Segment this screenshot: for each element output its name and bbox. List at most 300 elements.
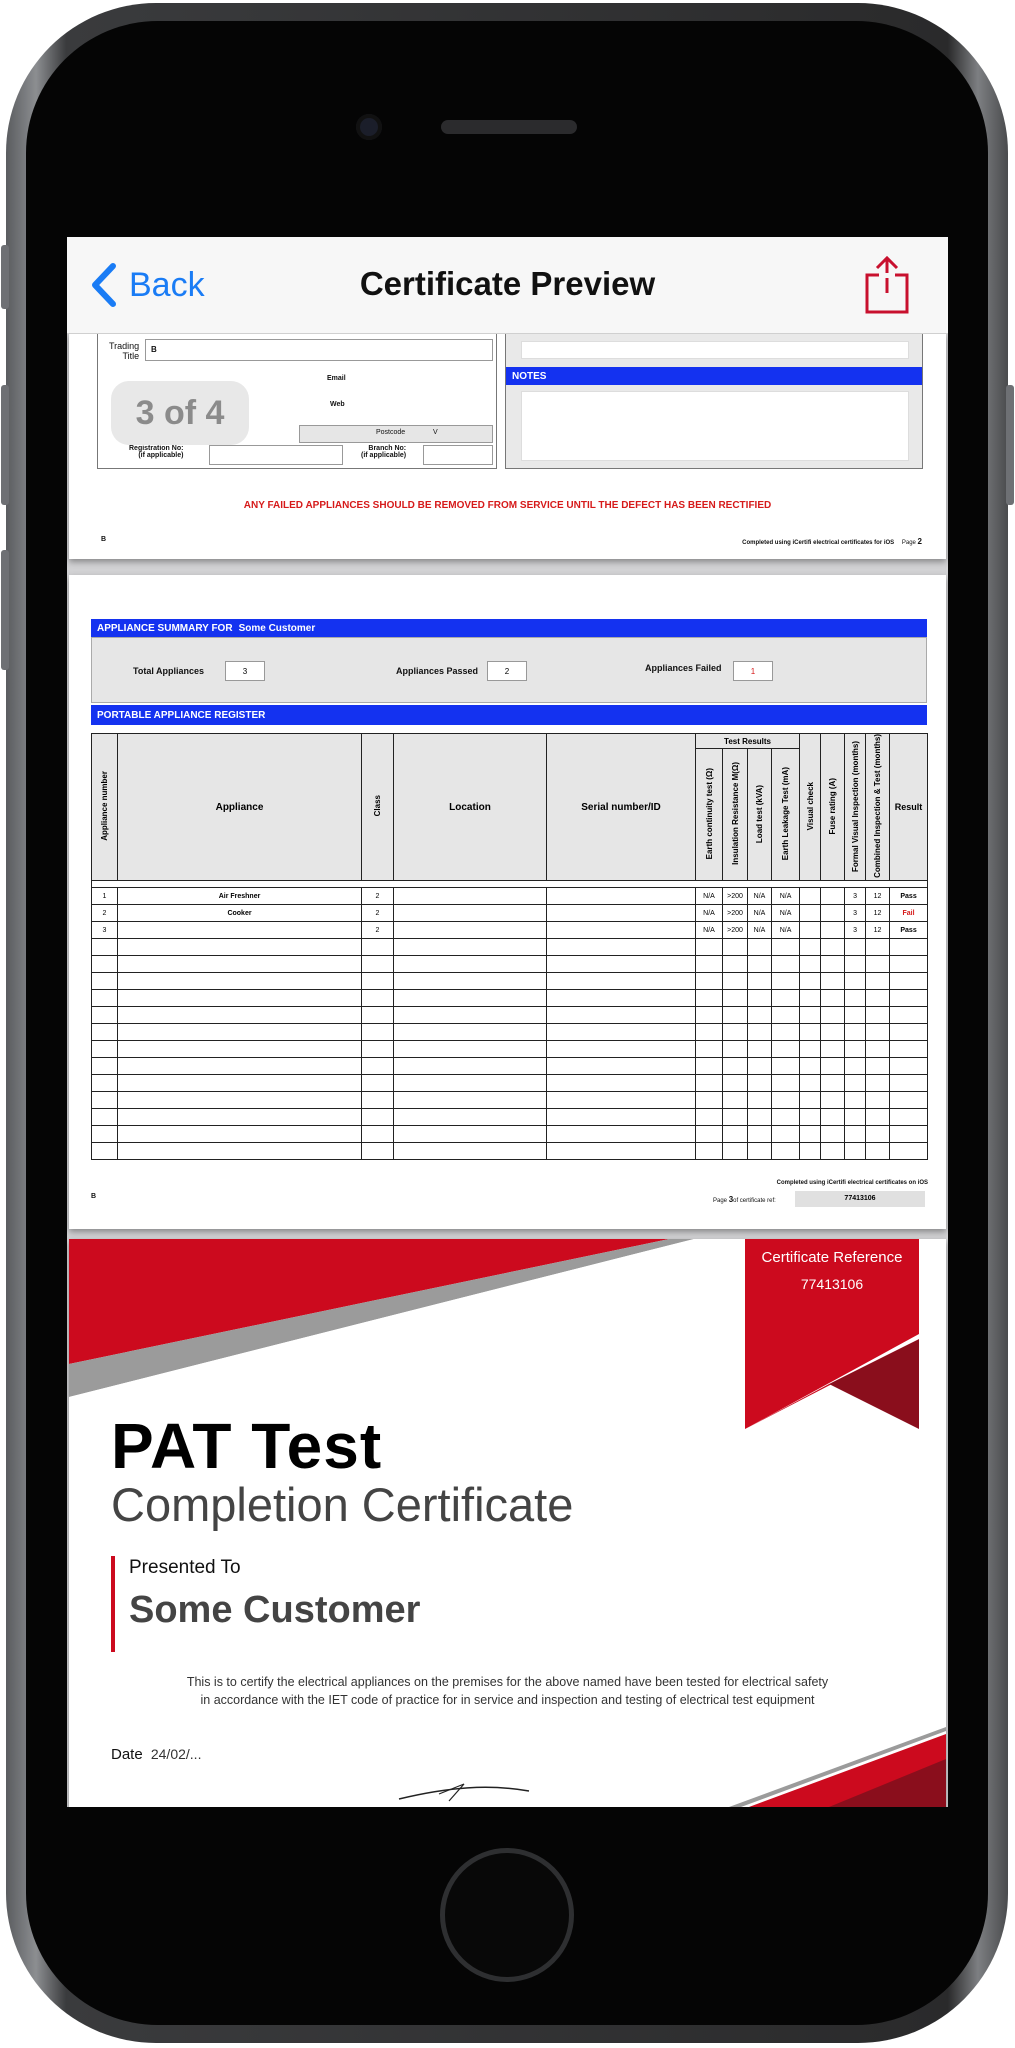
cell-location <box>394 1075 547 1092</box>
web-label: Web <box>330 401 345 408</box>
col-result: Result <box>890 734 928 881</box>
cell-fuse <box>821 1109 845 1126</box>
registration-field <box>209 445 343 465</box>
cell-formal <box>845 1143 866 1160</box>
cell-combined <box>866 1041 890 1058</box>
cell-leakage <box>772 1024 800 1041</box>
cell-earth <box>696 1092 723 1109</box>
cell-fuse <box>821 1092 845 1109</box>
page2-completed-note: Completed using iCertifi electrical certificates for iOS <box>742 540 895 546</box>
cell-earth <box>696 939 723 956</box>
col-serial: Serial number/ID <box>547 734 696 881</box>
cell-result <box>890 1075 928 1092</box>
table-row <box>92 905 928 922</box>
certificate-reference-value: 77413106 <box>800 1276 864 1292</box>
cell-insulation <box>723 1058 748 1075</box>
cell-serial <box>547 1126 696 1143</box>
cell-earth: N/A <box>696 922 723 939</box>
cell-class: 2 <box>362 888 394 905</box>
home-button[interactable] <box>440 1848 574 1982</box>
cell-result <box>890 1007 928 1024</box>
cell-num: 2 <box>92 905 118 922</box>
page3-completed-note: Completed using iCertifi electrical certificates on iOS <box>776 1180 928 1186</box>
cell-class <box>362 1109 394 1126</box>
cell-visual <box>800 1075 821 1092</box>
date-label: Date <box>111 1746 143 1763</box>
cell-leakage: N/A <box>772 922 800 939</box>
cell-result <box>890 956 928 973</box>
table-row <box>92 1007 928 1024</box>
cell-serial <box>547 905 696 922</box>
cell-visual <box>800 905 821 922</box>
cell-leakage <box>772 1041 800 1058</box>
cell-load <box>748 939 772 956</box>
cell-leakage <box>772 939 800 956</box>
cell-fuse <box>821 939 845 956</box>
page2-page-number: 2 <box>917 537 922 546</box>
col-load: Load test (kVA) <box>755 784 764 843</box>
page3-footer-left: B <box>91 1193 97 1200</box>
cell-result <box>890 1058 928 1075</box>
cell-num <box>92 956 118 973</box>
cell-visual <box>800 922 821 939</box>
cell-earth <box>696 1143 723 1160</box>
cell-num: 1 <box>92 888 118 905</box>
cell-class <box>362 973 394 990</box>
cell-load <box>748 1058 772 1075</box>
trading-title-value: B <box>151 345 157 354</box>
cell-earth: N/A <box>696 905 723 922</box>
cell-combined <box>866 1109 890 1126</box>
cell-load <box>748 1109 772 1126</box>
cell-visual <box>800 1126 821 1143</box>
cell-visual <box>800 1109 821 1126</box>
cell-load <box>748 1075 772 1092</box>
cell-earth: N/A <box>696 888 723 905</box>
cell-formal <box>845 1041 866 1058</box>
cell-location <box>394 973 547 990</box>
cell-fuse <box>821 905 845 922</box>
cell-num <box>92 1007 118 1024</box>
cell-num <box>92 1075 118 1092</box>
cell-appliance <box>118 973 362 990</box>
cell-earth <box>696 1024 723 1041</box>
cell-appliance <box>118 922 362 939</box>
cell-class <box>362 1007 394 1024</box>
cell-combined <box>866 1126 890 1143</box>
cell-location <box>394 1092 547 1109</box>
cell-serial <box>547 973 696 990</box>
postcode-label: Postcode <box>376 429 406 436</box>
cell-appliance <box>118 1126 362 1143</box>
cell-visual <box>800 1024 821 1041</box>
col-visual: Visual check <box>805 781 815 831</box>
navigation-bar <box>67 237 948 334</box>
table-row <box>92 1058 928 1075</box>
cell-fuse <box>821 922 845 939</box>
cell-fuse <box>821 1143 845 1160</box>
cell-combined <box>866 990 890 1007</box>
cell-fuse <box>821 1058 845 1075</box>
cell-load <box>748 1143 772 1160</box>
cell-result <box>890 1109 928 1126</box>
cell-class <box>362 939 394 956</box>
page3-cert-ref-label: of certificate ref: <box>733 1198 776 1204</box>
date-value: 24/02/... <box>150 1746 202 1762</box>
cell-insulation <box>723 1007 748 1024</box>
cell-appliance <box>118 1058 362 1075</box>
cell-class <box>362 1024 394 1041</box>
cell-location <box>394 956 547 973</box>
col-insulation: Insulation Resistance M(Ω) <box>730 762 740 865</box>
power-button <box>1006 385 1014 505</box>
cell-leakage <box>772 956 800 973</box>
branch-label: Branch No: (if applicable) <box>361 445 407 459</box>
cell-class <box>362 1041 394 1058</box>
cell-result: Pass <box>890 922 928 939</box>
cell-earth <box>696 1126 723 1143</box>
notes-field <box>521 391 909 461</box>
certificate-page-4 <box>69 1239 946 1807</box>
front-camera <box>356 114 382 140</box>
cell-formal <box>845 1075 866 1092</box>
cell-combined: 12 <box>866 905 890 922</box>
earpiece-speaker <box>441 120 577 134</box>
cell-location <box>394 1007 547 1024</box>
cell-earth <box>696 1058 723 1075</box>
cell-leakage: N/A <box>772 905 800 922</box>
cell-formal: 3 <box>845 922 866 939</box>
cell-load <box>748 1041 772 1058</box>
statement-line-2: in accordance with the IET code of practice for in service and inspection and testing of electrical test equipment <box>200 1693 815 1707</box>
cell-class <box>362 1143 394 1160</box>
page-counter: 3 of 4 <box>111 381 249 445</box>
appliances-failed-value: 1 <box>733 661 773 681</box>
cell-formal <box>845 1126 866 1143</box>
cell-visual <box>800 1041 821 1058</box>
cell-leakage <box>772 1143 800 1160</box>
table-row <box>92 990 928 1007</box>
cell-result <box>890 1126 928 1143</box>
notes-header: NOTES <box>506 367 922 385</box>
col-class: Class <box>373 795 382 817</box>
table-row <box>92 1109 928 1126</box>
cell-formal <box>845 1109 866 1126</box>
cell-location <box>394 1058 547 1075</box>
cell-formal: 3 <box>845 888 866 905</box>
cell-combined: 12 <box>866 888 890 905</box>
total-appliances-label: Total Appliances <box>133 666 205 676</box>
cell-earth <box>696 956 723 973</box>
cell-class: 2 <box>362 922 394 939</box>
registration-label: Registration No: (if applicable) <box>129 445 184 459</box>
cell-visual <box>800 1007 821 1024</box>
cell-combined <box>866 1007 890 1024</box>
cell-class: 2 <box>362 905 394 922</box>
cell-leakage <box>772 973 800 990</box>
cell-result <box>890 1024 928 1041</box>
postcode-value: V <box>433 429 438 436</box>
share-icon[interactable] <box>864 255 910 315</box>
cell-appliance: Cooker <box>118 905 362 922</box>
cell-insulation <box>723 1143 748 1160</box>
cell-combined <box>866 1075 890 1092</box>
cell-earth <box>696 973 723 990</box>
page3-page-number: 3 <box>728 1195 734 1204</box>
cell-serial <box>547 1058 696 1075</box>
appliance-summary-header <box>91 619 927 637</box>
cell-earth <box>696 1109 723 1126</box>
cell-fuse <box>821 1007 845 1024</box>
appliances-passed-label: Appliances Passed <box>396 666 479 676</box>
cell-visual <box>800 939 821 956</box>
cell-location <box>394 1109 547 1126</box>
certificate-page-3 <box>69 575 946 1229</box>
cell-appliance <box>118 1007 362 1024</box>
cell-visual <box>800 973 821 990</box>
page2-page-label: Page <box>901 540 916 546</box>
cell-fuse <box>821 888 845 905</box>
col-location: Location <box>394 734 547 881</box>
presented-accent-line <box>111 1556 115 1652</box>
cell-class <box>362 956 394 973</box>
cell-num <box>92 1109 118 1126</box>
cell-result <box>890 1143 928 1160</box>
cell-leakage <box>772 1109 800 1126</box>
cell-formal <box>845 1058 866 1075</box>
cell-result <box>890 1092 928 1109</box>
cell-serial <box>547 956 696 973</box>
cell-num <box>92 1092 118 1109</box>
cell-insulation: >200 <box>723 922 748 939</box>
cell-insulation: >200 <box>723 888 748 905</box>
cell-insulation <box>723 1109 748 1126</box>
cell-load <box>748 1007 772 1024</box>
page-title: Certificate Preview <box>359 265 656 302</box>
cell-insulation <box>723 1024 748 1041</box>
cell-result <box>890 973 928 990</box>
cell-location <box>394 888 547 905</box>
cell-formal <box>845 939 866 956</box>
cell-appliance <box>118 1092 362 1109</box>
page2-footer-right <box>742 537 922 546</box>
date-row <box>111 1746 201 1763</box>
cell-appliance <box>118 956 362 973</box>
cell-appliance <box>118 939 362 956</box>
col-test-results: Test Results <box>696 734 800 749</box>
certificate-title: PAT Test <box>111 1410 383 1482</box>
cell-visual <box>800 888 821 905</box>
cell-serial <box>547 1075 696 1092</box>
cell-formal: 3 <box>845 905 866 922</box>
cell-location <box>394 1126 547 1143</box>
cell-formal <box>845 1092 866 1109</box>
cell-serial <box>547 990 696 1007</box>
appliance-register-table <box>91 733 928 1160</box>
cell-serial <box>547 1007 696 1024</box>
cell-load: N/A <box>748 922 772 939</box>
cell-serial <box>547 922 696 939</box>
presented-to-label: Presented To <box>129 1557 241 1578</box>
cell-earth <box>696 1041 723 1058</box>
cell-combined <box>866 939 890 956</box>
cell-formal <box>845 973 866 990</box>
cell-load: N/A <box>748 905 772 922</box>
cell-location <box>394 1024 547 1041</box>
cell-num <box>92 990 118 1007</box>
app-screen <box>67 237 948 1807</box>
cell-class <box>362 1058 394 1075</box>
table-row <box>92 973 928 990</box>
certificate-reference-label: Certificate Reference <box>761 1249 903 1266</box>
cell-leakage <box>772 1058 800 1075</box>
cell-visual <box>800 1092 821 1109</box>
col-fuse: Fuse rating (A) <box>828 777 838 835</box>
volume-down-button <box>1 550 9 670</box>
col-earth: Earth continuity test (Ω) <box>704 767 714 860</box>
cell-serial <box>547 939 696 956</box>
cell-class <box>362 1092 394 1109</box>
cell-insulation <box>723 939 748 956</box>
cell-insulation <box>723 1075 748 1092</box>
cell-appliance <box>118 990 362 1007</box>
col-formal: Formal Visual Inspection (months) <box>850 740 860 872</box>
cell-formal <box>845 1007 866 1024</box>
cell-formal <box>845 956 866 973</box>
page2-footer-left: B <box>101 536 107 543</box>
cell-appliance <box>118 1075 362 1092</box>
appliances-failed-label: Appliances Failed <box>645 663 722 673</box>
cell-num <box>92 1041 118 1058</box>
cell-num <box>92 939 118 956</box>
cell-load <box>748 1024 772 1041</box>
cell-visual <box>800 1143 821 1160</box>
cell-leakage <box>772 1075 800 1092</box>
cell-serial <box>547 1041 696 1058</box>
cell-location <box>394 939 547 956</box>
table-row <box>92 922 928 939</box>
cell-result <box>890 1041 928 1058</box>
cell-leakage <box>772 1126 800 1143</box>
table-row <box>92 1092 928 1109</box>
trading-title-label: Trading Title <box>109 341 140 361</box>
failed-appliance-warning: ANY FAILED APPLIANCES SHOULD BE REMOVED FROM SERVICE UNTIL THE DEFECT HAS BEEN RECTIFIED <box>243 500 772 511</box>
cell-class <box>362 1126 394 1143</box>
col-appliance: Appliance <box>118 734 362 881</box>
cell-num <box>92 1058 118 1075</box>
mute-switch <box>1 245 9 309</box>
cell-insulation <box>723 1092 748 1109</box>
back-label: Back <box>129 265 205 304</box>
cell-result: Pass <box>890 888 928 905</box>
summary-customer: Some Customer <box>238 622 316 634</box>
cell-visual <box>800 1058 821 1075</box>
col-leakage: Earth Leakage Test (mA) <box>781 766 791 861</box>
cell-num <box>92 1024 118 1041</box>
page3-page-info <box>713 1195 776 1204</box>
cell-load <box>748 973 772 990</box>
cell-leakage: N/A <box>772 888 800 905</box>
cell-combined: 12 <box>866 922 890 939</box>
page3-page-label: Page <box>713 1198 728 1204</box>
cell-combined <box>866 1024 890 1041</box>
cell-load: N/A <box>748 888 772 905</box>
cell-num: 3 <box>92 922 118 939</box>
total-appliances-value: 3 <box>225 661 265 681</box>
cell-fuse <box>821 1024 845 1041</box>
cell-insulation <box>723 956 748 973</box>
register-header: PORTABLE APPLIANCE REGISTER <box>91 705 927 725</box>
table-row <box>92 956 928 973</box>
cell-result <box>890 990 928 1007</box>
cell-load <box>748 1126 772 1143</box>
cell-fuse <box>821 973 845 990</box>
cell-load <box>748 956 772 973</box>
col-combined: Combined Inspection & Test (months) <box>873 734 883 878</box>
cell-appliance: Air Freshner <box>118 888 362 905</box>
cell-appliance <box>118 1143 362 1160</box>
cell-leakage <box>772 990 800 1007</box>
cell-insulation <box>723 973 748 990</box>
register-header-row <box>92 734 928 749</box>
cell-formal <box>845 990 866 1007</box>
cell-appliance <box>118 1041 362 1058</box>
cell-location <box>394 1143 547 1160</box>
cell-serial <box>547 1024 696 1041</box>
cell-earth <box>696 990 723 1007</box>
branch-field <box>423 445 493 465</box>
table-row <box>92 1041 928 1058</box>
cell-location <box>394 990 547 1007</box>
cell-fuse <box>821 1075 845 1092</box>
cell-num <box>92 1126 118 1143</box>
certificate-subtitle: Completion Certificate <box>111 1478 574 1531</box>
cell-fuse <box>821 1126 845 1143</box>
cell-serial <box>547 1092 696 1109</box>
cell-combined <box>866 973 890 990</box>
trading-title-field <box>145 339 493 361</box>
cell-appliance <box>118 1024 362 1041</box>
cell-insulation <box>723 1126 748 1143</box>
certification-statement <box>69 1673 946 1709</box>
table-row <box>92 1024 928 1041</box>
cell-location <box>394 905 547 922</box>
table-row <box>92 939 928 956</box>
cell-insulation <box>723 1041 748 1058</box>
spacer-row <box>92 881 928 888</box>
table-row <box>92 1143 928 1160</box>
cell-combined <box>866 1058 890 1075</box>
table-row <box>92 888 928 905</box>
cell-appliance <box>118 1109 362 1126</box>
cell-fuse <box>821 990 845 1007</box>
cell-leakage <box>772 1007 800 1024</box>
cell-combined <box>866 956 890 973</box>
certificate-page-2 <box>69 333 946 559</box>
table-row <box>92 1126 928 1143</box>
cell-insulation: >200 <box>723 905 748 922</box>
cell-formal <box>845 1024 866 1041</box>
cell-visual <box>800 990 821 1007</box>
cell-num <box>92 973 118 990</box>
cell-serial <box>547 888 696 905</box>
cell-earth <box>696 1007 723 1024</box>
cell-num <box>92 1143 118 1160</box>
appliances-passed-value: 2 <box>487 661 527 681</box>
cell-serial <box>547 1109 696 1126</box>
cell-visual <box>800 956 821 973</box>
col-number: Appliance number <box>100 771 109 841</box>
